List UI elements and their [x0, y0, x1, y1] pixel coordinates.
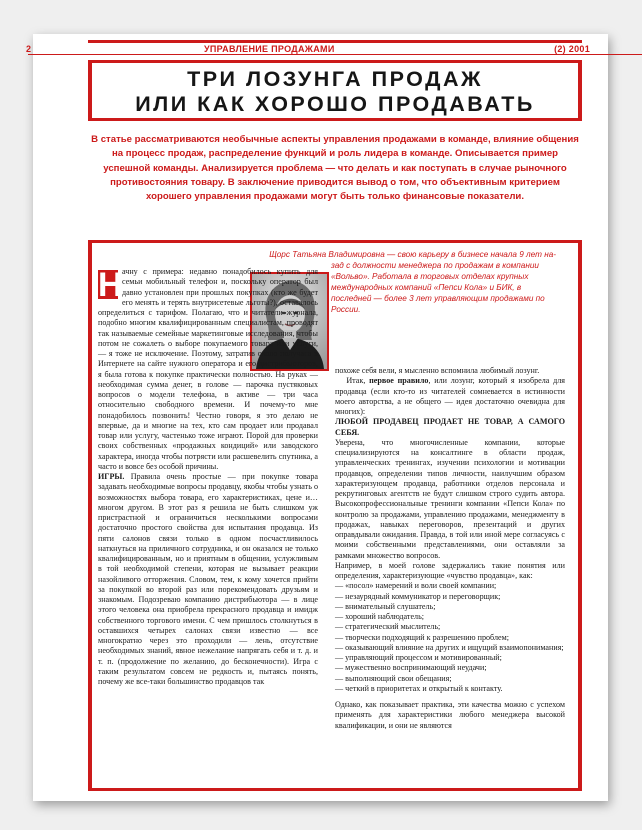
games-text: Правила очень простые — при покупке товара задавать необходимые вопросы продавцу, якобы чтобы узнать о возможностях выбора товара, его характеристиках, цене и… многом другом. В этот раз я решила не быть слишком уж пристрастной и ограничиться несколькими вопросами достаточно простого свойства для испытания продавца. Из пяти салонов связи только в одном посчастливилось наткнуться на приличного сотрудника, и он оказался не только квалифицированным, но и приятным в общении, услужливым в той необходимой степени, которая не вызывает реакции назойливого отторжения. Словом, тем, к кому хочется прийти за покупкой во второй раз или порекомендовать друзьям и знакомым. Подозреваю компанию дистрибьютора — в лице этого человека она приобрела прекрасного продавца и имидж собственного торгового имени. С чем пришлось столкнуться в оставшихся четырех салонах связи известно — все многократно через это проходили — лень, отсутствие необходимых знаний, явное нежелание напрягать себя и т. д. и т. п. (продолжение по желанию, до бесконечности). Игра с таким результатом совсем не редкость и, пытаясь понять, почему же все-таки большинство продавцов так [98, 472, 318, 686]
list-item: — мужественно воспринимающий неудачи; [335, 663, 487, 673]
right-paragraph-2 [335, 376, 565, 417]
right-paragraph-5: Однако, как показывает практика, эти качества можно с успехом применять для характеристики любого менеджера высокой квалификации, и они не являются [335, 700, 565, 730]
header-rule [28, 54, 642, 55]
left-side-bar [88, 240, 92, 791]
author-dash: — [387, 250, 398, 259]
intro-paragraph: ачну с примера: недавно понадобилось купить для семьи мобильный телефон и, поскольку оператор был давно установлен при прошлых покупках (кто же будет его менять и терять внутрисетевые льготы?), оставалось определиться с тарифом. Полагаю, что и читатели журнала, подобно многим квалифицированным специалистам, проводят так называемые семейные маркетинговые исследования, чтобы потом не сожалеть о выборе покупаемого товара или услуги, — я тоже не исключение. Поэтому, затратив около получаса в Интернете на сайте нужного оператора и его дистрибьюторов, я была готова к покупке практически полностью. На руках — необходимая сумма денег, в голове — парочка пустяковых вопросов о модели телефона, в активе — три часа относительно свободного времени. И почему-то мне понадобилось позвонить! Честно говоря, я это делаю не впервые, да и многие на тех, кто сам продает или продавал товар или услугу, частенько тоже играют. Порой для проверки своих собственных «продажных кондиций» или заводского характера, иногда чтобы потрясти или расшевелить спутника, а часто и вовсе без особой причины. [98, 267, 318, 471]
first-rule-label: первое правило [369, 376, 429, 386]
list-item: — творчески подходящий к разрешению проблем; [335, 632, 509, 642]
section-title: УПРАВЛЕНИЕ ПРОДАЖАМИ [204, 44, 335, 54]
author-line [238, 249, 556, 260]
bottom-rule [88, 788, 582, 791]
right-paragraph-1: похоже себя вели, я мысленно вспомнила любимый лозунг. [335, 366, 540, 375]
list-item: — четкий в приоритетах и открытый к контакту. [335, 683, 503, 693]
page-number: 2 [26, 44, 32, 54]
qualities-list [335, 581, 565, 694]
list-item: — стратегический мыслитель; [335, 622, 441, 632]
list-item: — «посол» намерений и воли своей компании; [335, 581, 497, 591]
left-text-column [98, 267, 318, 687]
top-rule [88, 40, 582, 43]
games-paragraph [98, 472, 318, 687]
slogan-heading: ЛЮБОЙ ПРОДАВЕЦ ПРОДАЕТ НЕ ТОВАР, А САМОГО СЕБЯ [335, 417, 565, 437]
title-line-2: ИЛИ КАК ХОРОШО ПРОДАВАТЬ [135, 92, 535, 116]
article-abstract: В статье рассматриваются необычные аспекты управления продажами в команде, влияние общения на процесс продаж, распределение функций и роль лидера в команде. Описывается пример успешной команды. Анализируется проблема — что делать и как поступать в случае рыночного противостояния товару. В заключение приводится вывод о том, что объективным критерием хорошего управления продажами могут быть только финансовые показатели. [91, 134, 579, 203]
right-paragraph-4: Например, в моей голове задержались такие понятия или определения, характеризующие «чувство продавца», как: [335, 560, 565, 580]
slogan-end: . [357, 427, 360, 437]
right-paragraph-3: Уверена, что многочисленные компании, которые специализируются на консалтинге в области продаж, управленческих тренингах, изучении психологии и мотивации продавцов, определении типов личности, наилучшим образом характеризующем продавца, работники отделов персонала и рекрутинговых агентств не будут слишком строго судить автора. Высокопрофессиональные тренинги компании «Пепси Кола» по контролю за продажами, управлению продажами, менеджменту в продажах, навыках переговоров, презентаций и других оправдывали ожидания. Правда, в той или иной мере согласуясь с моими собственными представлениями, они оставляли за рамками множество вопросов. [335, 437, 565, 560]
author-name: Щорс Татьяна Владимировна [269, 250, 385, 259]
list-item: — управляющий процессом и мотивированный; [335, 653, 502, 662]
title-box [88, 60, 582, 121]
slogan-paragraph [335, 417, 565, 438]
drop-cap: Н [98, 266, 123, 304]
games-lead: ИГРЫ. [98, 472, 125, 481]
rule-intro: Итак, [346, 376, 366, 386]
list-item: — оказывающий влияние на других и ищущий взаимопонимания; [335, 642, 564, 652]
article-frame [26, 41, 590, 791]
issue-number: (2) 2001 [554, 44, 590, 54]
article-title [92, 67, 578, 117]
abstract-rule [88, 240, 582, 243]
list-item: — незаурядный коммуникатор и переговорщик; [335, 591, 501, 601]
list-item: — хороший наблюдатель; [335, 612, 425, 621]
running-header [26, 44, 590, 58]
author-bio: зад с должности менеджера по продажам в компании «Вольво». Работала в торговых отделах крупных международных компаний «Пепси Кола» и БИК, в последней — более 3 лет управляющим продажами по России. [331, 261, 545, 315]
magazine-page [26, 34, 608, 801]
list-item: — выполняющий свои обещания; [335, 673, 452, 683]
rule-text: , или лозунг, который я изобрела для продавца (если кто-то из читателей сомневается в истинности моего авторства, а не общего — идея достаточно очевидна для многих): [335, 376, 565, 416]
title-line-1: ТРИ ЛОЗУНГА ПРОДАЖ [187, 67, 483, 91]
right-side-bar [578, 240, 582, 791]
list-item: — внимательный слушатель; [335, 601, 436, 611]
author-bio-first: свою карьеру в бизнесе начала 9 лет на- [397, 250, 556, 259]
right-text-column [335, 366, 565, 731]
